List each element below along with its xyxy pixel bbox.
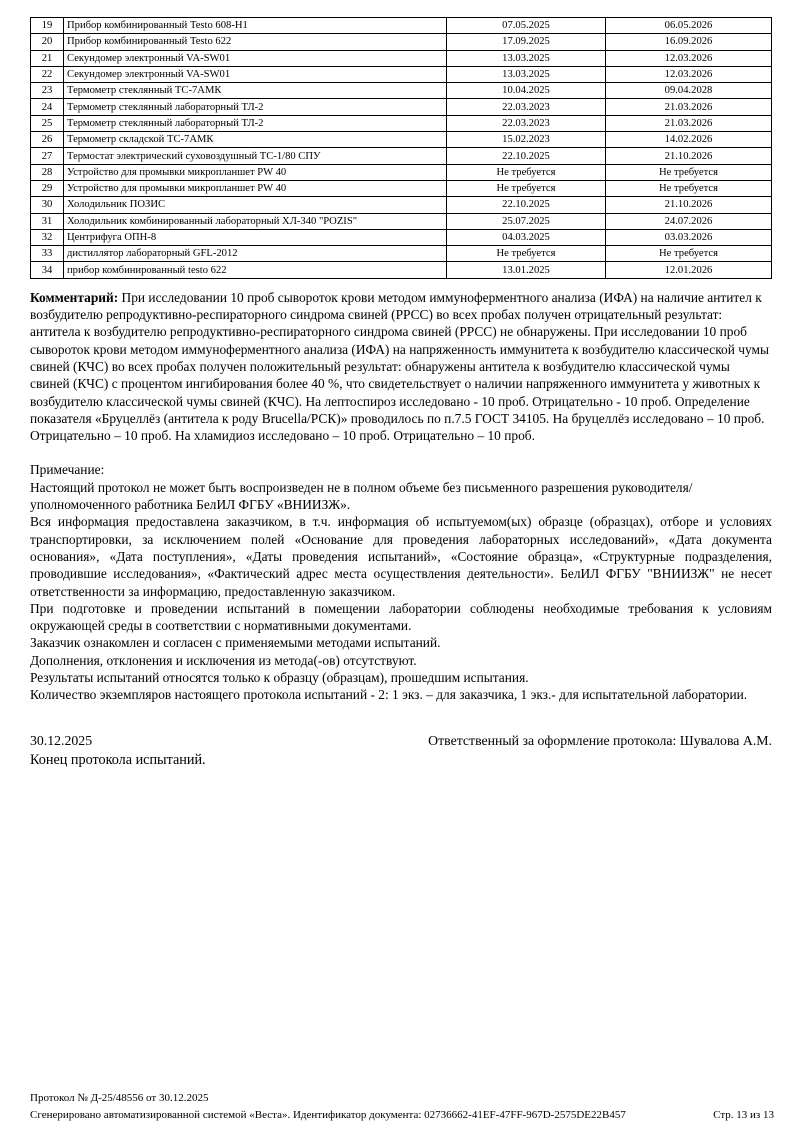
footer-page-number: Стр. 13 из 13 xyxy=(713,1108,774,1121)
verification-date-cell: 22.10.2025 xyxy=(447,148,606,164)
equipment-name-cell: Термометр складской ТС-7АМК xyxy=(64,132,447,148)
table-row xyxy=(31,115,772,131)
verification-date-cell: 04.03.2025 xyxy=(447,229,606,245)
equipment-name-cell: Термометр стеклянный лабораторный ТЛ-2 xyxy=(64,115,447,131)
row-number: 19 xyxy=(31,18,64,34)
next-verification-date-cell: 21.03.2026 xyxy=(606,115,772,131)
verification-date-cell: 07.05.2025 xyxy=(447,18,606,34)
equipment-name-cell: Термостат электрический суховоздушный ТС-1/80 СПУ xyxy=(64,148,447,164)
protocol-date: 30.12.2025 xyxy=(30,732,93,748)
next-verification-date-cell: 12.03.2026 xyxy=(606,50,772,66)
note-paragraph: Вся информация предоставлена заказчиком, в т.ч. информация об испытуемом(ых) образце (образцах), отборе и условиях транспортировки, за исключением полей «Основание для проведения лабораторных исследований», «Дата документа основания», «Дата поступления», «Даты проведения испытаний», «Состояние образца», «Структурные подразделения, проводившие исследования», «Фактический адрес места осуществления деятельности». БелИЛ ФГБУ "ВНИИЗЖ" не несет ответственности за информацию, предоставленную заказчиком. xyxy=(30,514,772,599)
row-number: 30 xyxy=(31,197,64,213)
row-number: 29 xyxy=(31,180,64,196)
note-section xyxy=(30,461,772,703)
equipment-name-cell: Термометр стеклянный лабораторный ТЛ-2 xyxy=(64,99,447,115)
comment-paragraph xyxy=(30,289,772,445)
next-verification-date-cell: Не требуется xyxy=(606,164,772,180)
equipment-name-cell: Прибор комбинированный Testo 608-H1 xyxy=(64,18,447,34)
table-row xyxy=(31,197,772,213)
table-row xyxy=(31,83,772,99)
next-verification-date-cell: 09.04.2028 xyxy=(606,83,772,99)
verification-date-cell: Не требуется xyxy=(447,164,606,180)
table-row xyxy=(31,148,772,164)
equipment-name-cell: Холодильник комбинированный лабораторный ХЛ-340 "POZIS" xyxy=(64,213,447,229)
note-title: Примечание: xyxy=(30,462,105,478)
verification-date-cell: 22.03.2023 xyxy=(447,99,606,115)
equipment-name-cell: Холодильник ПОЗИС xyxy=(64,197,447,213)
verification-date-cell: 22.03.2023 xyxy=(447,115,606,131)
table-row xyxy=(31,50,772,66)
verification-date-cell: 10.04.2025 xyxy=(447,83,606,99)
comment-label: Комментарий: xyxy=(30,289,119,305)
table-row xyxy=(31,229,772,245)
equipment-name-cell: Прибор комбинированный Testo 622 xyxy=(64,34,447,50)
table-row xyxy=(31,164,772,180)
next-verification-date-cell: Не требуется xyxy=(606,246,772,262)
row-number: 20 xyxy=(31,34,64,50)
note-paragraphs xyxy=(30,479,772,704)
table-row xyxy=(31,246,772,262)
row-number: 21 xyxy=(31,50,64,66)
next-verification-date-cell: 24.07.2026 xyxy=(606,213,772,229)
page-footer xyxy=(30,1090,774,1123)
next-verification-date-cell: 21.10.2026 xyxy=(606,148,772,164)
next-verification-date-cell: 03.03.2026 xyxy=(606,229,772,245)
equipment-name-cell: Термометр стеклянный ТС-7АМК xyxy=(64,83,447,99)
row-number: 32 xyxy=(31,229,64,245)
row-number: 22 xyxy=(31,66,64,82)
table-row xyxy=(31,34,772,50)
table-row xyxy=(31,213,772,229)
row-number: 24 xyxy=(31,99,64,115)
footer-generated-info: Сгенерировано автоматизированной системой «Веста». Идентификатор документа: 02736662-41EF-47FF-967D-2575DE22B457 xyxy=(30,1108,626,1121)
next-verification-date-cell: 14.02.2026 xyxy=(606,132,772,148)
verification-date-cell: 13.03.2025 xyxy=(447,66,606,82)
footer-second-row xyxy=(30,1107,774,1124)
next-verification-date-cell: 16.09.2026 xyxy=(606,34,772,50)
row-number: 33 xyxy=(31,246,64,262)
table-row xyxy=(31,66,772,82)
equipment-name-cell: дистиллятор лабораторный GFL-2012 xyxy=(64,246,447,262)
row-number: 27 xyxy=(31,148,64,164)
signature-row xyxy=(30,733,772,749)
table-row xyxy=(31,132,772,148)
comment-text: При исследовании 10 проб сывороток крови методом иммуноферментного анализа (ИФА) на наличие антител к возбудителю репродуктивно-респираторного синдрома свиней (РРСС) во всех пробах получен отрицательный результат: антитела к возбудителю репродуктивно-респираторного синдрома свиней (РРСС) не обнаружены. При исследовании 10 проб сывороток крови методом иммуноферментного анализа (ИФА) на напряженность иммунитета к возбудителю классической чумы свиней (КЧС) во всех пробах получен положительный результат: обнаружены антитела к возбудителю классической чумы свиней (КЧС) с процентом ингибирования более 40 %, что свидетельствует о наличии напряженного иммунитета у животных к возбудителю классической чумы свиней (КЧС). На лептоспироз исследовано - 10 проб. Отрицательно - 10 проб. Определение показателя «Бруцеллёз (антитела к роду Brucella/РСК)» проводилось по п.7.5 ГОСТ 34105. На бруцеллёз исследовано – 10 проб. Отрицательно – 10 проб. На хламидиоз исследовано – 10 проб. Отрицательно – 10 проб. xyxy=(30,289,769,444)
next-verification-date-cell: 21.10.2026 xyxy=(606,197,772,213)
equipment-name-cell: Центрифуга ОПН-8 xyxy=(64,229,447,245)
equipment-table-body xyxy=(31,18,772,279)
verification-date-cell: 13.01.2025 xyxy=(447,262,606,278)
note-paragraph: Результаты испытаний относятся только к образцу (образцам), прошедшим испытания. xyxy=(30,669,529,685)
row-number: 23 xyxy=(31,83,64,99)
verification-date-cell: Не требуется xyxy=(447,180,606,196)
verification-date-cell: Не требуется xyxy=(447,246,606,262)
equipment-name-cell: Секундомер электронный VA-SW01 xyxy=(64,66,447,82)
verification-date-cell: 25.07.2025 xyxy=(447,213,606,229)
next-verification-date-cell: 12.01.2026 xyxy=(606,262,772,278)
table-row xyxy=(31,18,772,34)
note-paragraph: Количество экземпляров настоящего протокола испытаний - 2: 1 экз. – для заказчика, 1 экз.- для испытательной лаборатории. xyxy=(30,687,748,703)
note-paragraph: Заказчик ознакомлен и согласен с применяемыми методами испытаний. xyxy=(30,635,441,651)
table-row xyxy=(31,262,772,278)
row-number: 26 xyxy=(31,132,64,148)
responsible-person: Ответственный за оформление протокола: Шувалова А.М. xyxy=(428,732,772,748)
equipment-name-cell: Устройство для промывки микропланшет PW 40 xyxy=(64,164,447,180)
next-verification-date-cell: 21.03.2026 xyxy=(606,99,772,115)
note-paragraph: Дополнения, отклонения и исключения из метода(-ов) отсутствуют. xyxy=(30,652,417,668)
equipment-name-cell: прибор комбинированный testo 622 xyxy=(64,262,447,278)
equipment-table xyxy=(30,17,772,279)
row-number: 28 xyxy=(31,164,64,180)
row-number: 31 xyxy=(31,213,64,229)
verification-date-cell: 22.10.2025 xyxy=(447,197,606,213)
table-row xyxy=(31,99,772,115)
note-paragraph: Настоящий протокол не может быть воспроизведен не в полном объеме без письменного разрешения руководителя/уполномоченного работника БелИЛ ФГБУ «ВНИИЗЖ». xyxy=(30,479,693,513)
next-verification-date-cell: 12.03.2026 xyxy=(606,66,772,82)
verification-date-cell: 15.02.2023 xyxy=(447,132,606,148)
equipment-name-cell: Устройство для промывки микропланшет PW 40 xyxy=(64,180,447,196)
note-paragraph: При подготовке и проведении испытаний в помещении лаборатории соблюдены необходимые требования к условиям окружающей среды в соответствии с нормативными документами. xyxy=(30,600,772,634)
table-row xyxy=(31,180,772,196)
verification-date-cell: 13.03.2025 xyxy=(447,50,606,66)
footer-protocol-number: Протокол № Д-25/48556 от 30.12.2025 xyxy=(30,1092,209,1104)
row-number: 34 xyxy=(31,262,64,278)
row-number: 25 xyxy=(31,115,64,131)
next-verification-date-cell: Не требуется xyxy=(606,180,772,196)
equipment-name-cell: Секундомер электронный VA-SW01 xyxy=(64,50,447,66)
next-verification-date-cell: 06.05.2026 xyxy=(606,18,772,34)
verification-date-cell: 17.09.2025 xyxy=(447,34,606,50)
end-of-protocol-line: Конец протокола испытаний. xyxy=(30,751,206,768)
